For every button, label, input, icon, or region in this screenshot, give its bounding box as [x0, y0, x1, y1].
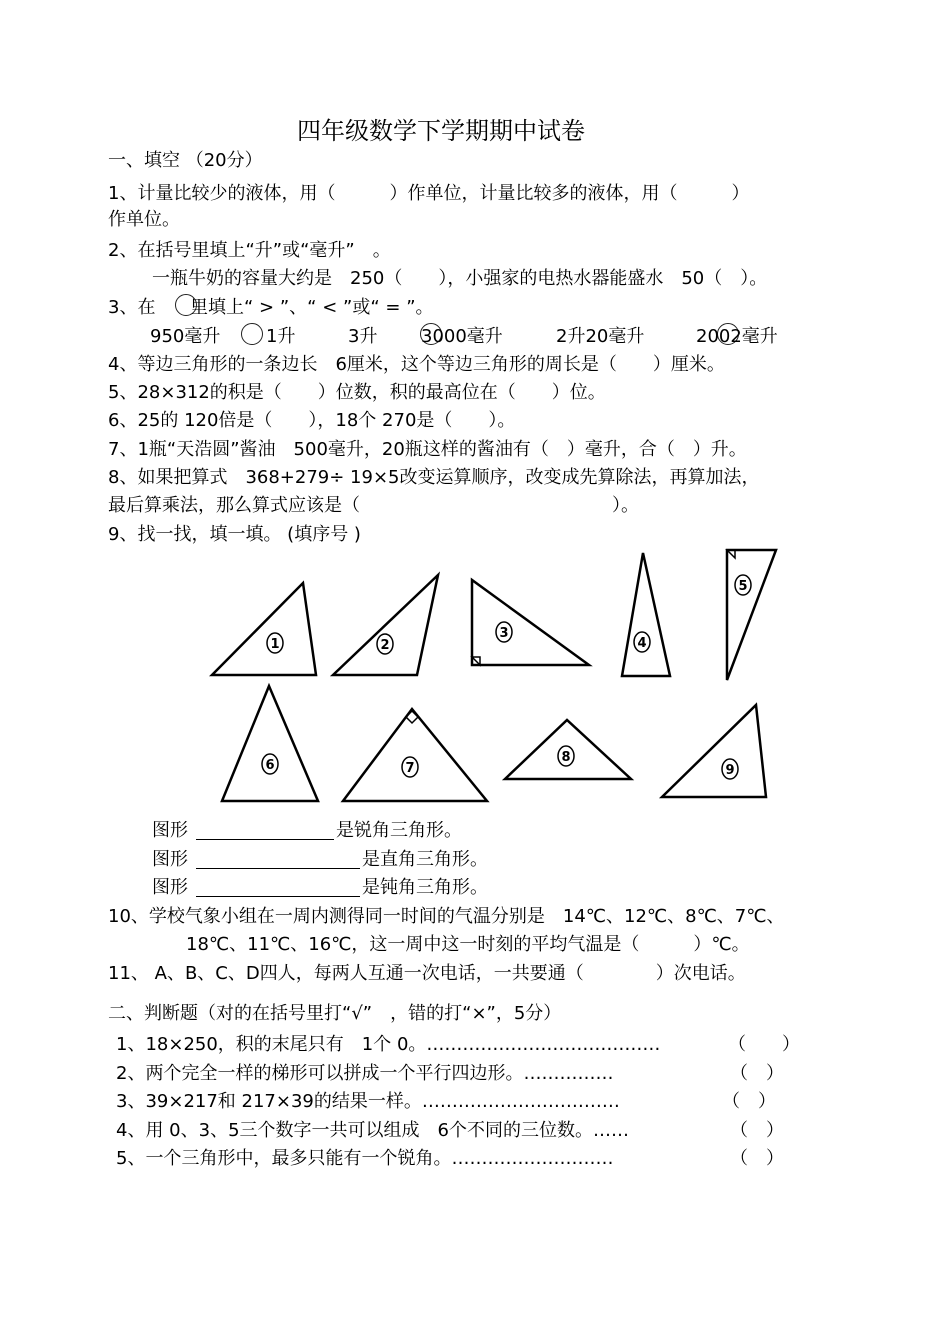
fill-acute-label: 是锐角三角形。: [336, 820, 462, 841]
triangle-label: 6: [265, 758, 275, 773]
q3-item: 3升: [348, 326, 378, 347]
q3-item: 2002毫升: [696, 326, 778, 347]
question-11: 11、 A、B、C、D四人，每两人互通一次电话，一共要通（ ）次电话。: [108, 963, 746, 984]
fill-prefix: 图形: [152, 877, 188, 898]
fill-prefix: 图形: [152, 820, 188, 841]
section1-heading: 一、填空 （20分）: [108, 150, 263, 171]
judge-item-1: 1、18×250，积的末尾只有 1个 0。…………………………………: [116, 1034, 661, 1055]
judge-item-4: 4、用 0、3、5三个数字一共可以组成 6个不同的三位数。……: [116, 1120, 629, 1141]
q3-item: 1升: [266, 326, 296, 347]
judge-paren-4[interactable]: （ ）: [730, 1120, 784, 1141]
judge-item-2: 2、两个完全一样的梯形可以拼成一个平行四边形。……………: [116, 1063, 614, 1084]
question-4: 4、等边三角形的一条边长 6厘米，这个等边三角形的周长是（ ）厘米。: [108, 354, 725, 375]
triangle-5: [727, 550, 776, 680]
question-5: 5、28×312的积是（ ）位数，积的最高位在（ ）位。: [108, 382, 606, 403]
question-8-line1: 8、如果把算式 368+279÷ 19×5改变运算顺序，改变成先算除法，再算加法，: [108, 467, 760, 488]
triangle-label: 2: [380, 638, 390, 653]
triangle-8: [505, 720, 631, 779]
triangle-9: [662, 705, 766, 797]
fill-obtuse-label: 是钝角三角形。: [362, 877, 488, 898]
question-10-line1: 10、学校气象小组在一周内测得同一时间的气温分别是 14℃、12℃、8℃、7℃、: [108, 906, 785, 927]
triangle-3: [472, 580, 589, 665]
answer-blank-right[interactable]: [196, 868, 360, 869]
question-2-line2: 一瓶牛奶的容量大约是 250（ ），小强家的电热水器能盛水 50（ ）。: [152, 268, 768, 289]
question-1-line1: 1、计量比较少的液体，用（ ）作单位，计量比较多的液体，用（ ）: [108, 183, 750, 204]
triangle-4: [622, 553, 670, 676]
triangle-label: 8: [561, 750, 571, 765]
triangle-label: 9: [725, 763, 735, 778]
answer-blank-obtuse[interactable]: [196, 896, 360, 897]
question-8-line2: 最后算乘法，那么算式应该是（ ）。: [108, 495, 639, 516]
q3-item: 3000毫升: [421, 326, 503, 347]
question-7: 7、1瓶“天浩圆”酱油 500毫升，20瓶这样的酱油有（ ）毫升，合（ ）升。: [108, 439, 747, 460]
triangle-1: [212, 583, 316, 675]
triangle-label: 7: [405, 761, 415, 776]
triangle-label: 4: [637, 636, 647, 651]
judge-paren-2[interactable]: （ ）: [730, 1063, 784, 1084]
triangle-label: 3: [499, 626, 509, 641]
triangle-7: [343, 709, 487, 801]
question-1-line2: 作单位。: [108, 209, 180, 230]
question-6: 6、25的 120倍是（ ），18个 270是（ ）。: [108, 410, 516, 431]
judge-paren-1[interactable]: （ ）: [728, 1034, 800, 1055]
fill-prefix: 图形: [152, 849, 188, 870]
q3-item: 950毫升: [150, 326, 221, 347]
question-3-prefix: 3、在: [108, 297, 156, 318]
judge-item-5: 5、一个三角形中，最多只能有一个锐角。………………………: [116, 1148, 614, 1169]
q3-item: 2升20毫升: [556, 326, 645, 347]
question-2-line1: 2、在括号里填上“升”或“毫升” 。: [108, 240, 391, 261]
section2-heading: 二、判断题（对的在括号里打“√” ，错的打“×”，5分）: [108, 1003, 562, 1024]
triangle-6: [222, 686, 318, 801]
judge-paren-5[interactable]: （ ）: [730, 1148, 784, 1169]
question-9: 9、找一找，填一填。 (填序号 ): [108, 524, 361, 545]
triangle-2: [333, 575, 438, 675]
page-title: 四年级数学下学期期中试卷: [297, 117, 585, 145]
question-10-line2: 18℃、11℃、16℃，这一周中这一时刻的平均气温是（ ）℃。: [186, 934, 750, 955]
triangle-label: 1: [270, 637, 280, 652]
triangle-label: 5: [738, 579, 748, 594]
answer-blank-acute[interactable]: [196, 839, 334, 840]
question-3-suffix: 里填上“ > ”、“ < ”或“ = ”。: [190, 297, 434, 318]
fill-right-label: 是直角三角形。: [362, 849, 488, 870]
judge-paren-3[interactable]: （ ）: [722, 1091, 776, 1112]
judge-item-3: 3、39×217和 217×39的结果一样。……………………………: [116, 1091, 620, 1112]
